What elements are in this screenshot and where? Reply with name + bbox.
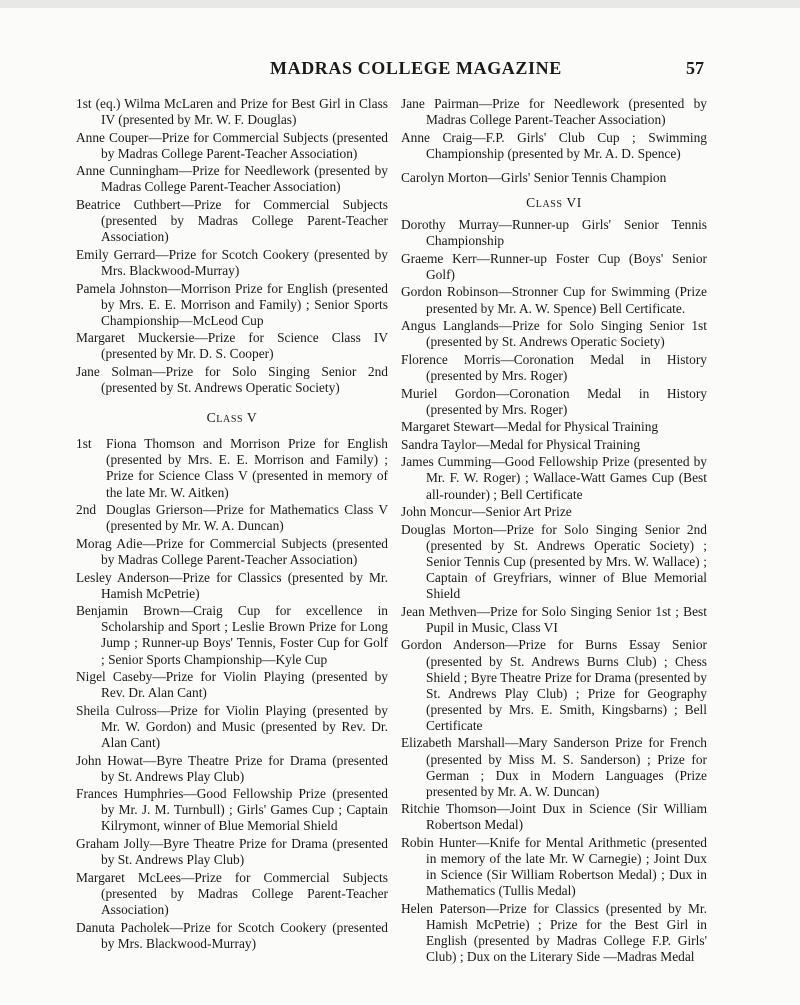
- prize-entry: Nigel Caseby—Prize for Violin Playing (presented by Rev. Dr. Alan Cant): [76, 669, 388, 701]
- prize-entry: Florence Morris—Coronation Medal in History (presented by Mrs. Roger): [401, 351, 707, 383]
- right-column: [401, 96, 707, 967]
- section-heading-class-v: Class V: [206, 410, 258, 426]
- prize-entry: Ritchie Thomson—Joint Dux in Science (Sir William Robertson Medal): [401, 801, 707, 833]
- prize-entry: Emily Gerrard—Prize for Scotch Cookery (presented by Mrs. Blackwood-Murray): [76, 246, 388, 278]
- prize-entry: Graham Jolly—Byre Theatre Prize for Drama (presented by St. Andrews Play Club): [76, 836, 388, 868]
- prize-entry: Jane Solman—Prize for Solo Singing Senior 2nd (presented by St. Andrews Operatic Society): [76, 364, 388, 396]
- prize-entry: Dorothy Murray—Runner-up Girls' Senior Tennis Championship: [401, 217, 707, 249]
- prize-entry: Robin Hunter—Knife for Mental Arithmetic (presented in memory of the late Mr. W Carnegie) ; Joint Dux in Science (Sir William Robertson Medal) ; Dux in Mathematics (Tullis Medal): [401, 835, 707, 899]
- page-number: 57: [686, 58, 704, 78]
- prize-entry: Danuta Pacholek—Prize for Scotch Cookery (presented by Mrs. Blackwood-Murray): [76, 919, 388, 951]
- scan-edge: [0, 0, 800, 8]
- prize-entry: John Moncur—Senior Art Prize: [401, 504, 572, 520]
- prize-entry: Helen Paterson—Prize for Classics (presented by Mr. Hamish McPetrie) ; Prize for the Best Girl in English (presented by Madras College F.P. Girls' Club) ; Dux on the Literary Side —Madras Medal: [401, 900, 707, 965]
- prize-entry: Beatrice Cuthbert—Prize for Commercial Subjects (presented by Madras College Parent-Teacher Association): [76, 197, 388, 245]
- prize-entry: Margaret McLees—Prize for Commercial Subjects (presented by Madras College Parent-Teacher Association): [76, 869, 388, 917]
- prize-entry: Gordon Robinson—Stronner Cup for Swimming (Prize presented by Mr. A. W. Spence) Bell Certificate.: [401, 284, 707, 316]
- prize-entry: Sheila Culross—Prize for Violin Playing (presented by Mr. W. Gordon) and Music (presented by Rev. Dr. Alan Cant): [76, 702, 388, 750]
- prize-entry: Jean Methven—Prize for Solo Singing Senior 1st ; Best Pupil in Music, Class VI: [401, 603, 707, 635]
- ranked-prize-entry: [76, 436, 388, 500]
- prize-entry: Sandra Taylor—Medal for Physical Training: [401, 436, 641, 452]
- rank-text: Fiona Thomson and Morrison Prize for English (presented by Mrs. E. E. Morrison and Family) ; Prize for Science Class V (presented in memory of the late Mr. W. Aitken): [106, 436, 388, 500]
- prize-entry: Margaret Stewart—Medal for Physical Training: [401, 419, 659, 435]
- rank-label: 2nd: [76, 502, 97, 518]
- prize-entry: 1st (eq.) Wilma McLaren and Prize for Best Girl in Class IV (presented by Mr. W. F. Douglas): [76, 96, 388, 128]
- prize-entry: Frances Humphries—Good Fellowship Prize (presented by Mr. J. M. Turnbull) ; Girls' Games Cup ; Captain Kilrymont, winner of Blue Memorial Shield: [76, 786, 388, 834]
- prize-entry: Gordon Anderson—Prize for Burns Essay Senior (presented by St. Andrews Burns Club) ; Chess Shield ; Byre Theatre Prize for Drama (presented by St. Andrews Play Club) ; Prize for Geography (presented by Mrs. E. Smith, Kingsbarns) ; Bell Certificate: [401, 637, 707, 733]
- prize-entry: Benjamin Brown—Craig Cup for excellence in Scholarship and Sport ; Leslie Brown Prize for Long Jump ; Runner-up Boys' Tennis, Foster Cup for Golf ; Senior Sports Championship—Kyle Cup: [76, 603, 388, 667]
- prize-entry: Jane Pairman—Prize for Needlework (presented by Madras College Parent-Teacher Association): [401, 96, 707, 128]
- prize-entry: Muriel Gordon—Coronation Medal in History (presented by Mrs. Roger): [401, 385, 707, 417]
- prize-entry: James Cumming—Good Fellowship Prize (presented by Mr. F. W. Roger) ; Wallace-Watt Games Cup (Best all-rounder) ; Bell Certificate: [401, 454, 707, 502]
- magazine-title: MADRAS COLLEGE MAGAZINE: [270, 58, 562, 78]
- prize-entry: Douglas Morton—Prize for Solo Singing Senior 2nd (presented by St. Andrews Operatic Society) ; Senior Tennis Cup (presented by Mrs. W. Wallace) ; Captain of Greyfriars, winner of Blue Memorial Shield: [401, 521, 707, 602]
- prize-entry: Angus Langlands—Prize for Solo Singing Senior 1st (presented by St. Andrews Operatic Society): [401, 318, 707, 350]
- prize-entry: Lesley Anderson—Prize for Classics (presented by Mr. Hamish McPetrie): [76, 569, 388, 601]
- prize-entry: Morag Adie—Prize for Commercial Subjects (presented by Madras College Parent-Teacher Association): [76, 535, 388, 567]
- page-header: [0, 58, 800, 82]
- prize-entry: Graeme Kerr—Runner-up Foster Cup (Boys' Senior Golf): [401, 250, 707, 282]
- rank-label: 1st: [76, 436, 92, 452]
- section-heading-class-vi: Class VI: [526, 194, 582, 210]
- prize-entry: Anne Craig—F.P. Girls' Club Cup ; Swimming Championship (presented by Mr. A. D. Spence): [401, 129, 707, 161]
- prize-entry: Anne Couper—Prize for Commercial Subjects (presented by Madras College Parent-Teacher Association): [76, 129, 388, 161]
- prize-entry: Elizabeth Marshall—Mary Sanderson Prize for French (presented by Miss M. S. Sanderson) ; Prize for German ; Dux in Modern Languages (Prize presented by Mr. A. W. Duncan): [401, 735, 707, 799]
- prize-entry: Anne Cunningham—Prize for Needlework (presented by Madras College Parent-Teacher Association): [76, 163, 388, 195]
- left-column: [76, 96, 388, 953]
- prize-entry: John Howat—Byre Theatre Prize for Drama (presented by St. Andrews Play Club): [76, 752, 388, 784]
- ranked-prize-entry: [76, 502, 388, 534]
- prize-entry: Margaret Muckersie—Prize for Science Class IV (presented by Mr. D. S. Cooper): [76, 330, 388, 362]
- prize-entry: Pamela Johnston—Morrison Prize for English (presented by Mrs. E. E. Morrison and Family) ; Senior Sports Championship—McLeod Cup: [76, 280, 388, 328]
- prize-entry: Carolyn Morton—Girls' Senior Tennis Champion: [401, 169, 667, 185]
- rank-text: Douglas Grierson—Prize for Mathematics Class V (presented by Mr. W. A. Duncan): [106, 502, 388, 534]
